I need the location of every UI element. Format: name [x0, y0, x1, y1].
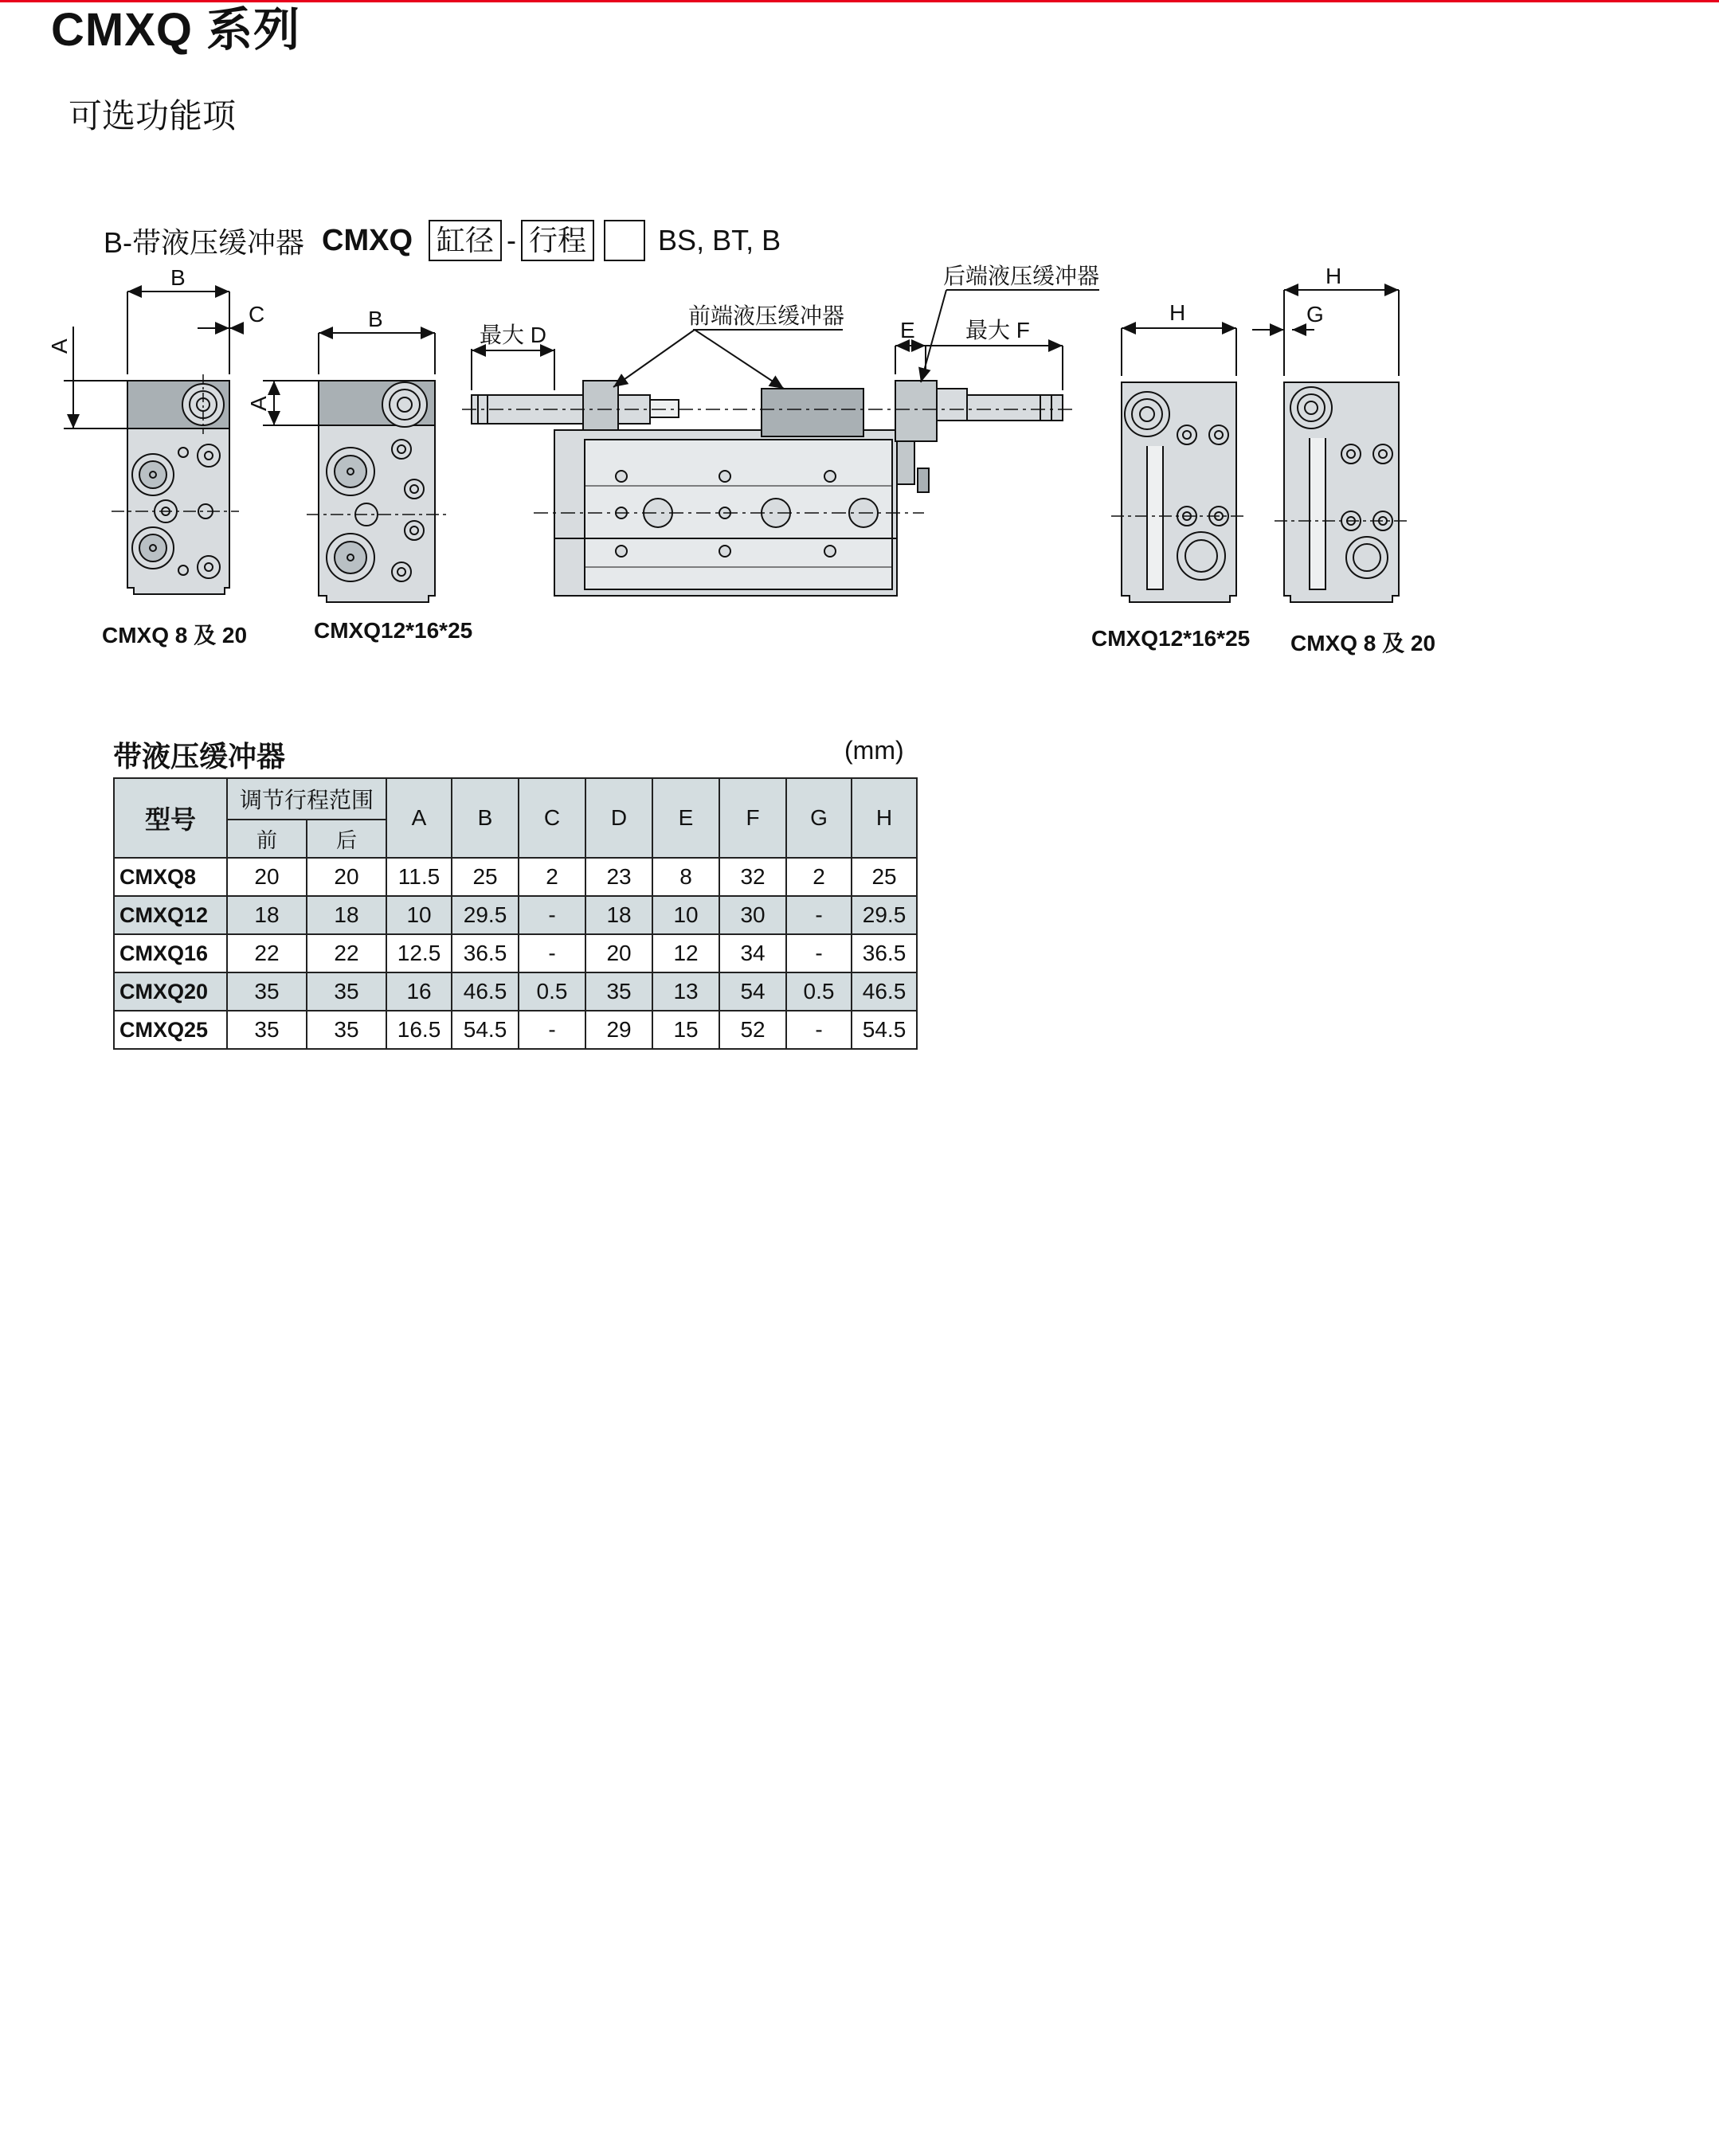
- header-g: G: [786, 778, 852, 858]
- cell-model: CMXQ12: [114, 896, 227, 934]
- cell-model: CMXQ20: [114, 972, 227, 1011]
- cell-e: 15: [652, 1011, 719, 1049]
- cell-model: CMXQ16: [114, 934, 227, 972]
- cell-e: 12: [652, 934, 719, 972]
- cell-h: 54.5: [852, 1011, 917, 1049]
- cell-a: 10: [386, 896, 452, 934]
- bore-box: 缸径: [429, 220, 502, 261]
- cell-f: 54: [719, 972, 786, 1011]
- header-a: A: [386, 778, 452, 858]
- cell-front: 22: [227, 934, 307, 972]
- header-front: 前: [227, 820, 307, 858]
- cell-f: 32: [719, 858, 786, 896]
- cell-front: 18: [227, 896, 307, 934]
- series-title: CMXQ 系列: [51, 4, 301, 56]
- cell-f: 30: [719, 896, 786, 934]
- dim-a-1: A: [47, 338, 72, 354]
- header-d: D: [585, 778, 652, 858]
- dim-g: G: [1306, 302, 1324, 327]
- cell-rear: 35: [307, 1011, 386, 1049]
- dim-c: C: [249, 302, 265, 327]
- header-f: F: [719, 778, 786, 858]
- cell-c: -: [519, 934, 585, 972]
- header-h: H: [852, 778, 917, 858]
- end-view-right-large: [1111, 328, 1247, 602]
- dim-e: E: [900, 318, 915, 342]
- cell-model: CMXQ25: [114, 1011, 227, 1049]
- end-view-right-small: [1252, 290, 1410, 602]
- table-row: [114, 896, 917, 934]
- cell-rear: 18: [307, 896, 386, 934]
- cell-front: 35: [227, 1011, 307, 1049]
- cell-front: 20: [227, 858, 307, 896]
- table-row: [114, 972, 917, 1011]
- cell-h: 29.5: [852, 896, 917, 934]
- cell-b: 25: [452, 858, 519, 896]
- end-view-left-small: [64, 292, 239, 594]
- cell-model: CMXQ8: [114, 858, 227, 896]
- cell-h: 46.5: [852, 972, 917, 1011]
- cell-g: 2: [786, 858, 852, 896]
- dim-b-2: B: [368, 307, 383, 331]
- cell-e: 10: [652, 896, 719, 934]
- cell-d: 29: [585, 1011, 652, 1049]
- cell-d: 18: [585, 896, 652, 934]
- callout-front-buffer: 前端液压缓冲器: [688, 303, 845, 329]
- table-title: 带液压缓冲器: [113, 740, 286, 773]
- header-range: 调节行程范围: [227, 778, 386, 820]
- cell-h: 25: [852, 858, 917, 896]
- caption-left-large: CMXQ12*16*25: [314, 618, 473, 643]
- cell-c: -: [519, 896, 585, 934]
- cell-c: -: [519, 1011, 585, 1049]
- cell-g: -: [786, 1011, 852, 1049]
- spec-table: [113, 777, 918, 1050]
- option-label: B-带液压缓冲器: [104, 225, 305, 259]
- cell-e: 13: [652, 972, 719, 1011]
- option-suffix: BS, BT, B: [658, 224, 781, 256]
- header-b: B: [452, 778, 519, 858]
- cell-d: 20: [585, 934, 652, 972]
- caption-left-small: CMXQ 8 及 20: [102, 623, 248, 648]
- cell-rear: 22: [307, 934, 386, 972]
- dim-f: 最大 F: [965, 318, 1030, 342]
- cell-a: 12.5: [386, 934, 452, 972]
- cell-a: 11.5: [386, 858, 452, 896]
- cell-d: 23: [585, 858, 652, 896]
- cell-front: 35: [227, 972, 307, 1011]
- stroke-box: 行程: [521, 220, 594, 261]
- table-row: [114, 1011, 917, 1049]
- dim-d: 最大 D: [480, 323, 547, 347]
- cell-b: 54.5: [452, 1011, 519, 1049]
- end-view-left-large: [263, 333, 446, 602]
- cell-g: -: [786, 896, 852, 934]
- header-e: E: [652, 778, 719, 858]
- cell-c: 2: [519, 858, 585, 896]
- dim-h-2: H: [1325, 264, 1342, 288]
- cell-a: 16: [386, 972, 452, 1011]
- cell-g: -: [786, 934, 852, 972]
- code-dash: -: [507, 224, 517, 256]
- cell-b: 36.5: [452, 934, 519, 972]
- cell-b: 29.5: [452, 896, 519, 934]
- caption-right-large: CMXQ12*16*25: [1091, 626, 1251, 651]
- cell-f: 34: [719, 934, 786, 972]
- cell-d: 35: [585, 972, 652, 1011]
- header-rear: 后: [307, 820, 386, 858]
- dim-b-1: B: [170, 265, 186, 290]
- table-unit: (mm): [844, 736, 904, 765]
- cell-rear: 35: [307, 972, 386, 1011]
- cell-f: 52: [719, 1011, 786, 1049]
- header-model: 型号: [114, 778, 227, 858]
- cell-b: 46.5: [452, 972, 519, 1011]
- dim-a-2: A: [246, 396, 271, 411]
- cell-h: 36.5: [852, 934, 917, 972]
- cylinder-drawing: [0, 255, 1719, 669]
- cell-a: 16.5: [386, 1011, 452, 1049]
- option-model: CMXQ: [322, 223, 413, 257]
- cell-c: 0.5: [519, 972, 585, 1011]
- caption-right-small: CMXQ 8 及 20: [1290, 631, 1436, 655]
- cell-g: 0.5: [786, 972, 852, 1011]
- callout-rear-buffer: 后端液压缓冲器: [943, 263, 1100, 289]
- header-c: C: [519, 778, 585, 858]
- cell-e: 8: [652, 858, 719, 896]
- section-title: 可选功能项: [69, 97, 237, 135]
- cell-rear: 20: [307, 858, 386, 896]
- dim-h-1: H: [1169, 300, 1186, 325]
- table-row: [114, 934, 917, 972]
- table-row: [114, 858, 917, 896]
